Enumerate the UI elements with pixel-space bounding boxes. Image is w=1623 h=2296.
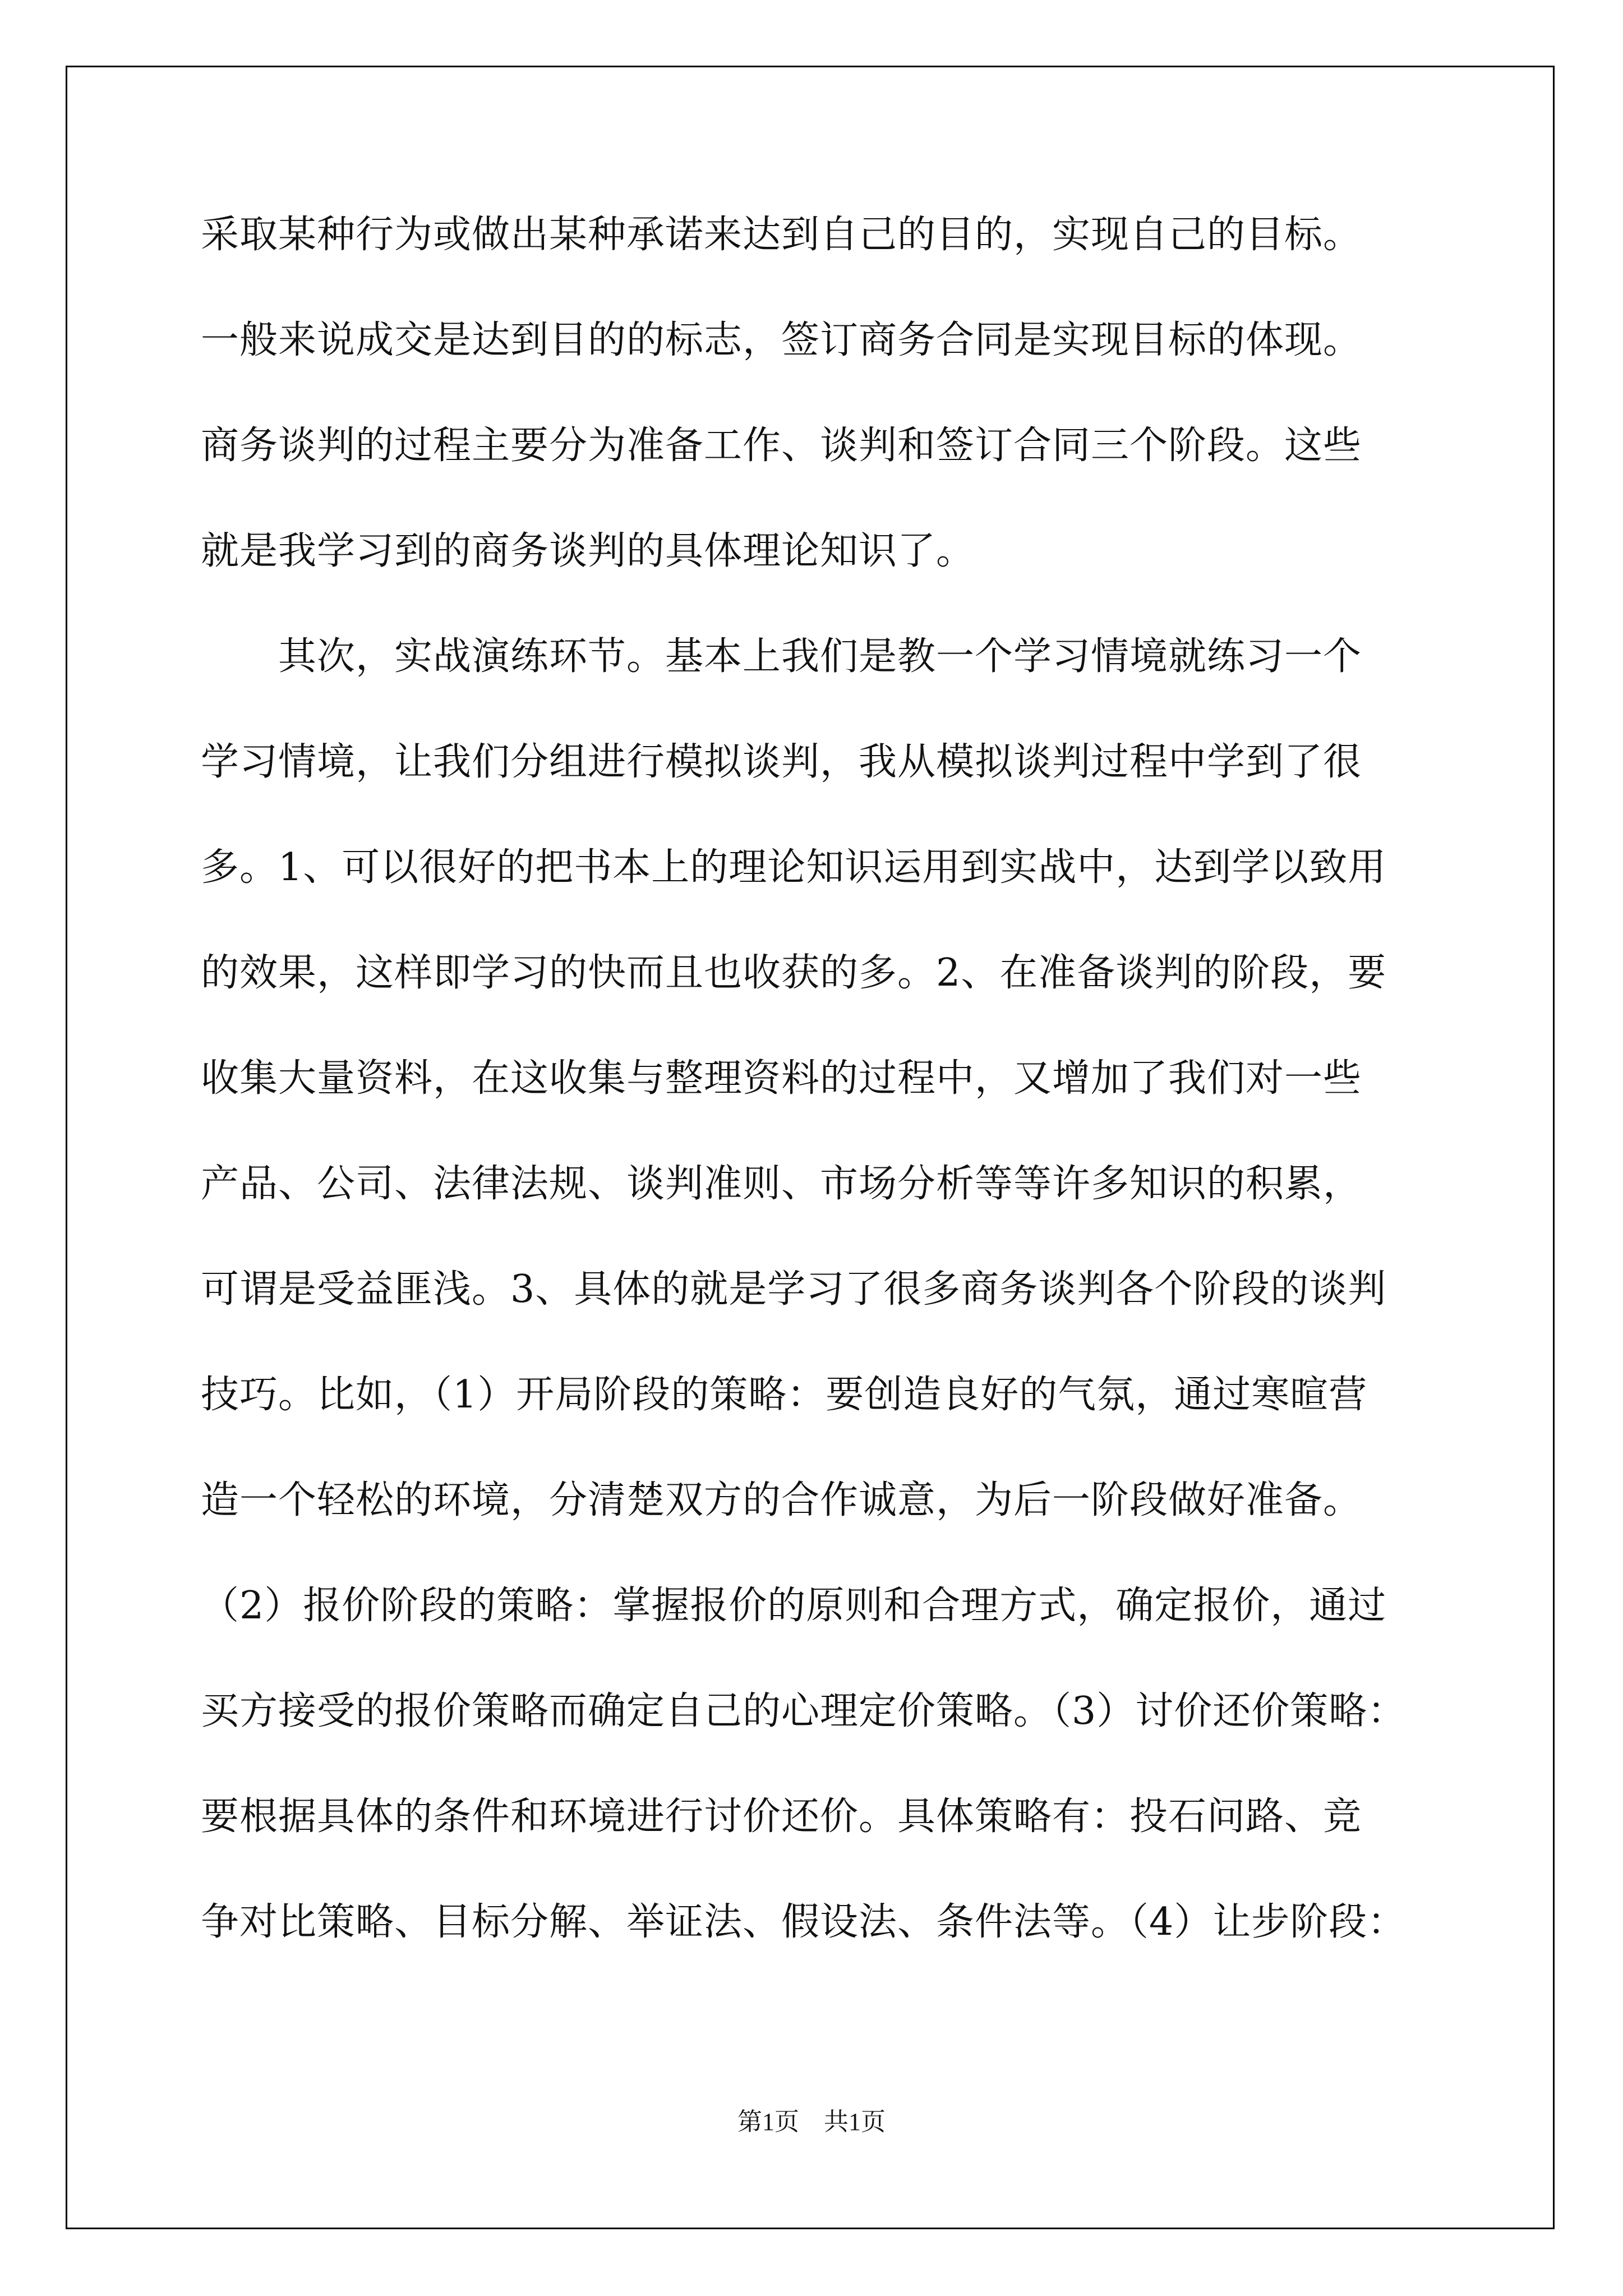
body-text-line: 采取某种行为或做出某种承诺来达到自己的目的，实现自己的目标。 xyxy=(201,213,1362,257)
body-text-line: 其次，实战演练环节。基本上我们是教一个学习情境就练习一个 xyxy=(201,634,1362,679)
body-text-line: 商务谈判的过程主要分为准备工作、谈判和签订合同三个阶段。这些 xyxy=(201,424,1362,468)
body-text-line: 一般来说成交是达到目的的标志，签订商务合同是实现目标的体现。 xyxy=(201,318,1362,362)
body-text-line: 可谓是受益匪浅。3、具体的就是学习了很多商务谈判各个阶段的谈判 xyxy=(201,1267,1387,1312)
body-text-line: 学习情境，让我们分组进行模拟谈判，我从模拟谈判过程中学到了很 xyxy=(201,740,1362,784)
body-text-line: 就是我学习到的商务谈判的具体理论知识了。 xyxy=(201,529,975,573)
body-text-line: 产品、公司、法律法规、谈判准则、市场分析等等许多知识的积累， xyxy=(201,1162,1362,1206)
body-text-line: 的效果，这样即学习的快而且也收获的多。2、在准备谈判的阶段，要 xyxy=(201,951,1387,995)
body-text-line: 买方接受的报价策略而确定自己的心理定价策略。（3）讨价还价策略： xyxy=(201,1689,1407,1733)
body-text-line: 技巧。比如，（1）开局阶段的策略：要创造良好的气氛，通过寒暄营 xyxy=(201,1373,1368,1417)
body-text-line: 收集大量资料，在这收集与整理资料的过程中，又增加了我们对一些 xyxy=(201,1056,1362,1101)
body-text-line: 造一个轻松的环境，分清楚双方的合作诚意，为后一阶段做好准备。 xyxy=(201,1478,1362,1522)
page-footer: 第1页 共1页 xyxy=(737,2108,886,2136)
body-text-line: 多。1、可以很好的把书本上的理论知识运用到实战中，达到学以致用 xyxy=(201,845,1387,890)
body-text-line: 争对比策略、目标分解、举证法、假设法、条件法等。（4）让步阶段： xyxy=(201,1900,1407,1944)
body-text-line: 要根据具体的条件和环境进行讨价还价。具体策略有：投石问路、竞 xyxy=(201,1795,1362,1839)
body-text-line: （2）报价阶段的策略：掌握报价的原则和合理方式，确定报价，通过 xyxy=(201,1584,1387,1628)
